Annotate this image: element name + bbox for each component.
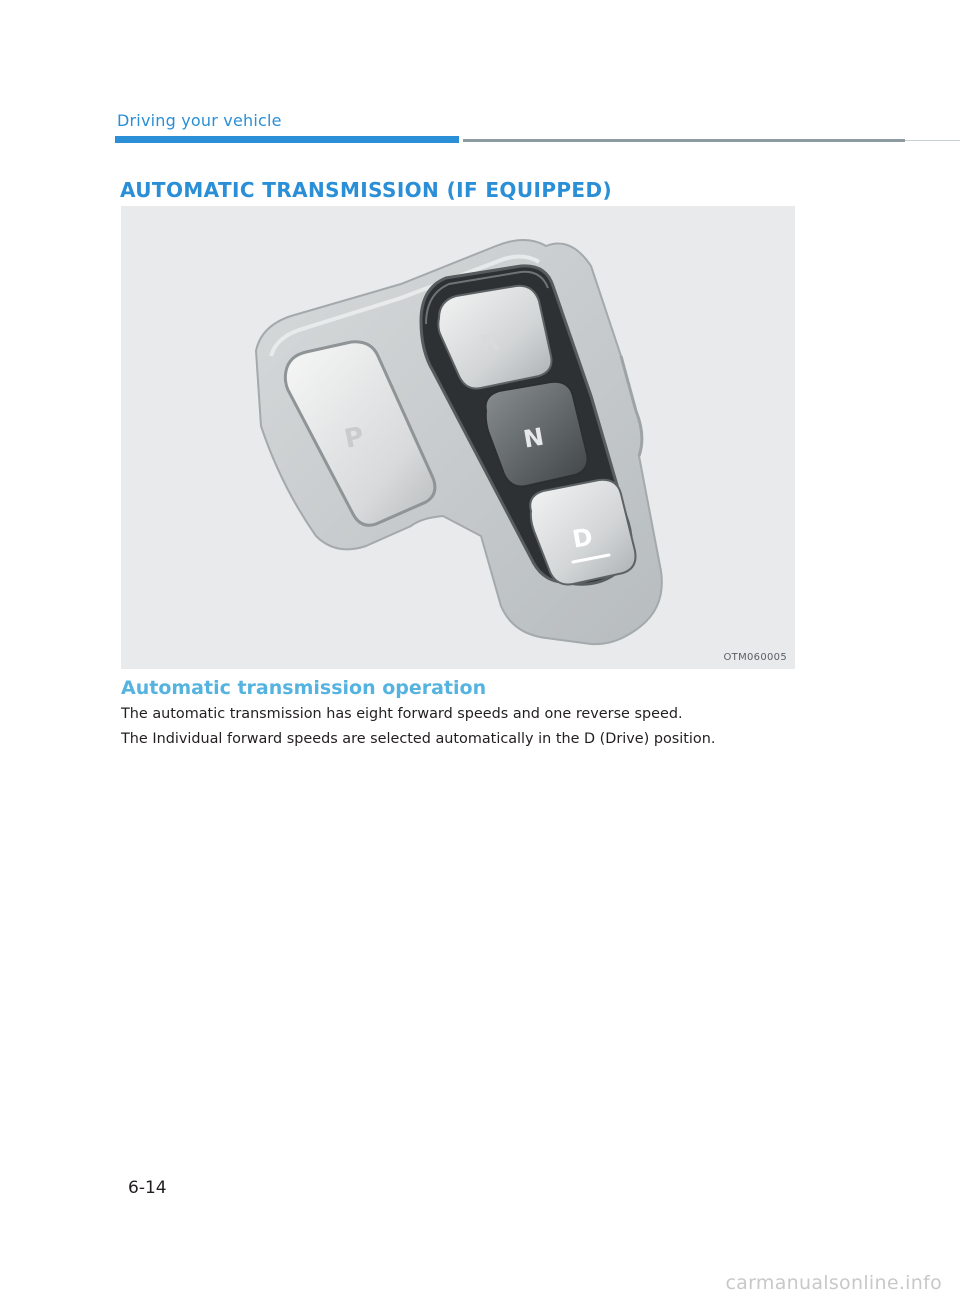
p-button-label: P <box>341 421 367 455</box>
n-button-label: N <box>521 422 546 454</box>
shift-button-drawing <box>121 206 795 669</box>
page-number: 6-14 <box>128 1178 167 1198</box>
section-title: AUTOMATIC TRANSMISSION (IF EQUIPPED) <box>120 178 613 202</box>
subheading: Automatic transmission operation <box>121 677 487 699</box>
running-header: Driving your vehicle <box>117 111 282 130</box>
paragraph-1: The automatic transmission has eight forward speeds and one reverse speed. <box>121 706 683 722</box>
shifter-illustration <box>121 206 795 669</box>
header-rule-accent <box>115 136 459 143</box>
figure-code: OTM060005 <box>723 652 787 663</box>
watermark: carmanualsonline.info <box>725 1272 942 1294</box>
header-rule <box>463 139 905 142</box>
r-button-label: R <box>478 327 502 359</box>
header-rule-end <box>905 140 960 141</box>
paragraph-2: The Individual forward speeds are selected automatically in the D (Drive) position. <box>121 731 716 747</box>
d-button-label: D <box>570 522 595 554</box>
